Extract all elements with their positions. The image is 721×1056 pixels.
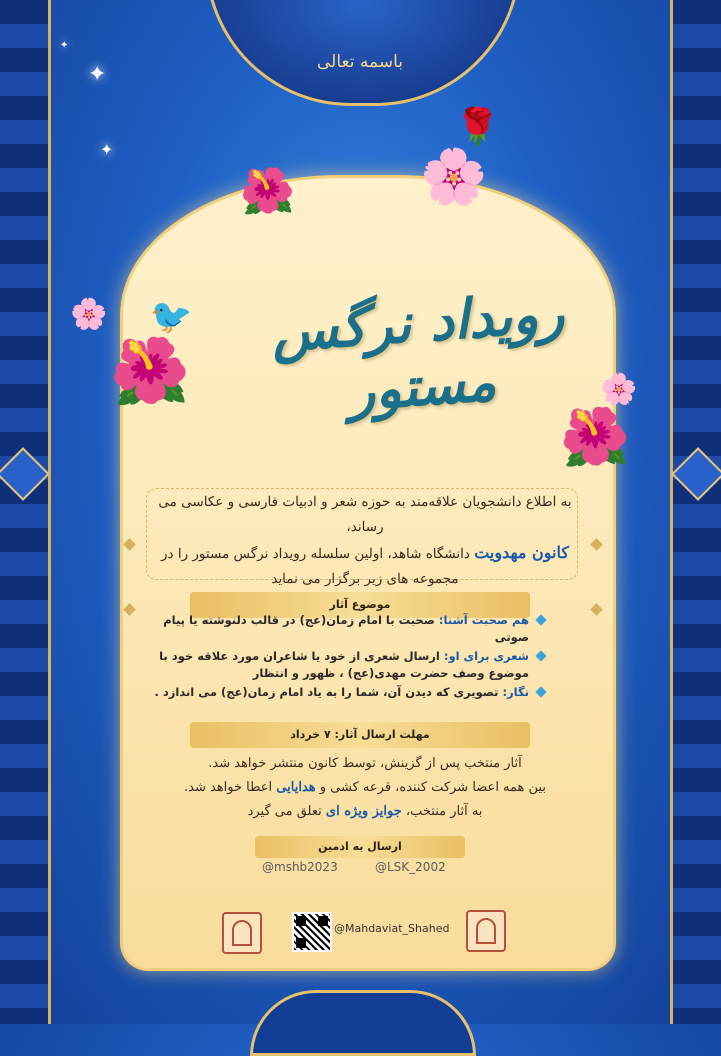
right-logo-icon [466, 910, 506, 952]
left-ornamental-border [0, 0, 51, 1024]
topics-list [150, 612, 545, 703]
outro-text-part: به آثار منتخب، [405, 804, 483, 819]
highlight-text: کانون مهدویت [474, 543, 569, 562]
handle-2[interactable]: @LSK_2002 [375, 860, 446, 874]
bullet-icon [535, 686, 546, 697]
bird-icon: 🐦 [150, 297, 193, 337]
qr-code-icon[interactable] [292, 912, 332, 952]
event-title: رویداد نرگس مستور [269, 279, 567, 423]
handle-1[interactable]: @mshb2023 [262, 860, 338, 874]
item-key: هم صحبت آشنا: [438, 613, 529, 627]
instagram-handle[interactable]: @Mahdaviat_Shahed [334, 922, 450, 935]
flower-icon: 🌺 [240, 166, 295, 217]
outro-line-3 [140, 800, 590, 824]
highlight-text: هدایایی [276, 780, 316, 795]
flower-icon: 🌸 [600, 372, 638, 407]
item-text: صحبت با امام زمان(عج) در قالب دلنوشته یا پیام صوتی [163, 613, 529, 644]
item-text: ارسال شعری از خود یا شاعران مورد علاقه خود با موضوع وصف حضرت مهدی(عج) ، ظهور و انتظار [159, 649, 529, 680]
intro-line-1: به اطلاع دانشجویان علاقه‌مند به حوزه شعر و ادبیات فارسی و عکاسی می رساند، [158, 494, 572, 535]
sparkle-icon: ✦ [100, 140, 114, 159]
sparkle-icon: ✦ [60, 40, 69, 51]
highlight-text: جوایز ویژه ای [325, 804, 402, 819]
list-item [150, 612, 545, 646]
flower-icon: 🌺 [110, 335, 190, 409]
bullet-icon [535, 614, 546, 625]
list-item [150, 684, 545, 701]
bottom-arch [250, 990, 476, 1056]
topics-ribbon: موضوع آثار [190, 592, 530, 618]
submit-ribbon: ارسال به ادمین [255, 836, 465, 858]
intro-line-3: مجموعه های زیر برگزار می نماید [271, 571, 459, 587]
flower-icon: 🌺 [560, 405, 630, 470]
intro-line-2-text: دانشگاه شاهد، اولین سلسله رویداد نرگس مستور را در [161, 546, 470, 562]
right-ornamental-border [670, 0, 721, 1024]
intro-text [140, 490, 590, 592]
left-logo-icon [222, 912, 262, 954]
outro-text-part: بین همه اعضا شرکت کننده، قرعه کشی و [319, 780, 546, 795]
item-text: تصویری که دیدن آن، شما را به یاد امام زمان(عج) می اندازد . [154, 685, 499, 699]
sparkle-icon: ✦ [88, 62, 107, 87]
outro-text-part: اعطا خواهد شد. [184, 780, 273, 795]
outro-line-1: آثار منتخب پس از گزینش، توسط کانون منتشر خواهد شد. [208, 756, 522, 771]
intro-line-2 [140, 540, 590, 567]
flower-icon: 🌸 [420, 145, 488, 208]
deadline-ribbon: مهلت ارسال آثار: ۷ خرداد [190, 722, 530, 748]
list-item [150, 648, 545, 682]
outro-text-part: تعلق می گیرد [247, 804, 322, 819]
outro-text [140, 752, 590, 824]
item-key: نگار: [502, 685, 529, 699]
outro-line-2 [140, 776, 590, 800]
item-key: شعری برای او: [443, 649, 529, 663]
flower-icon: 🌸 [70, 297, 108, 332]
flower-icon: 🌹 [455, 107, 500, 148]
bullet-icon [535, 650, 546, 661]
basmala: باسمه تعالی [317, 52, 403, 72]
